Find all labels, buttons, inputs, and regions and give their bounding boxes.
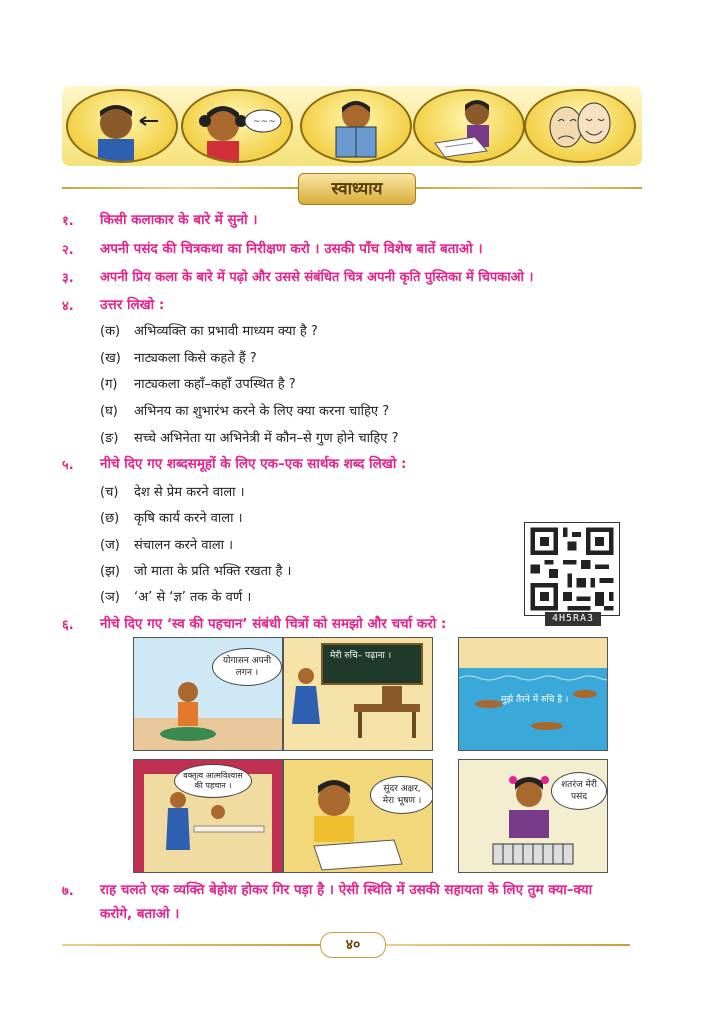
- sub-question-text: जो माता के प्रति भक्ति रखता है ।: [134, 564, 292, 579]
- comic-panel-chess: [458, 759, 608, 873]
- divider-left: [62, 187, 298, 189]
- qr-code[interactable]: [524, 522, 620, 616]
- comic-panel-speech: [133, 759, 283, 873]
- question-number: ५.: [62, 458, 74, 473]
- sub-question: [100, 348, 257, 366]
- sub-question-label: (ग): [100, 377, 118, 392]
- sub-question: [100, 561, 291, 579]
- comic-panel-swimming: [458, 637, 608, 751]
- illustration-writing: [413, 89, 525, 163]
- sub-question-label: (ञ): [100, 590, 120, 605]
- question-number: ४.: [62, 299, 74, 314]
- question-number: २.: [62, 243, 74, 258]
- question-text: अपनी पसंद की चित्रकथा का निरीक्षण करो । उसकी पाँच विशेष बातें बताओ ।: [100, 241, 483, 257]
- sub-question-label: (क): [100, 324, 121, 339]
- sub-question-text: कृषि कार्य करने वाला ।: [134, 511, 243, 526]
- sub-question-text: नाट्यकला कहाँ–कहाँ उपस्थित है ?: [134, 377, 296, 392]
- question-text: राह चलते एक व्यक्ति बेहोश होकर गिर पड़ा है । ऐसी स्थिति में उसकी सहायता के लिए तुम क्या–क्या: [100, 882, 593, 898]
- illustration-theatre-masks: [524, 89, 636, 163]
- page-number: ४०: [320, 932, 386, 958]
- comic-panel-yoga: [133, 637, 283, 751]
- sub-question-label: (घ): [100, 404, 118, 419]
- sub-question-text: संचालन करने वाला ।: [134, 538, 234, 553]
- divider-right: [414, 187, 642, 189]
- sub-question: [100, 374, 296, 392]
- sub-question: [100, 508, 243, 526]
- sub-question-label: (ङ): [100, 431, 119, 446]
- question-text: अपनी प्रिय कला के बारे में पढ़ो और उससे संबंधित चित्र अपनी कृति पुस्तिका में चिपकाओ ।: [100, 270, 534, 285]
- sub-question: [100, 321, 318, 339]
- question-text: नीचे दिए गए ‘स्व की पहचान’ संबंधी चित्रों को समझो और चर्चा करो :: [100, 616, 447, 632]
- sub-question: [100, 482, 245, 500]
- blackboard-text: मेरी रुचि– पढ़ाना ।: [330, 651, 392, 661]
- sub-question-label: (ख): [100, 351, 121, 366]
- question-text: किसी कलाकार के बारे में सुनो ।: [100, 212, 258, 228]
- sub-question-text: अभिव्यक्ति का प्रभावी माध्यम क्या है ?: [134, 324, 318, 339]
- footer-rule-right: [384, 944, 630, 946]
- question-number: ३.: [62, 271, 74, 286]
- speech-bubble: शतरंज मेरी पसंद: [551, 772, 607, 810]
- question-text-continued: करोगे, बताओ ।: [100, 906, 180, 922]
- comic-panel-handwriting: [283, 759, 433, 873]
- sub-question: [100, 587, 251, 605]
- question-number: ६.: [62, 618, 74, 633]
- comic-panel-teaching: [283, 637, 433, 751]
- sub-question: [100, 535, 233, 553]
- footer-rule-left: [62, 944, 320, 946]
- svg-text:~~~: ~~~: [253, 117, 276, 127]
- illustration-speaking: [181, 89, 293, 163]
- speech-bubble: सुंदर अक्षर, मेरा भूषण ।: [370, 776, 433, 814]
- speech-bubble: वक्तृत्व आत्मविश्वास की पहचान ।: [174, 764, 252, 798]
- sub-question-text: देश से प्रेम करने वाला ।: [134, 485, 245, 500]
- question-text: नीचे दिए गए शब्दसमूहों के लिए एक–एक सार्थक शब्द लिखो :: [100, 456, 407, 472]
- speech-bubble: योगासन अपनी लगन ।: [212, 648, 282, 686]
- illustration-listening: [66, 89, 178, 163]
- qr-code-label: 4H5RA3: [545, 612, 601, 626]
- question-number: १.: [62, 214, 74, 229]
- sub-question-text: ‘अ’ से ‘ज्ञ’ तक के वर्ण ।: [134, 590, 252, 605]
- sub-question-text: अभिनय का शुभारंभ करने के लिए क्या करना चाहिए ?: [134, 404, 390, 419]
- section-title: स्वाध्याय: [298, 173, 416, 205]
- sub-question: [100, 428, 398, 446]
- sub-question-text: सच्चे अभिनेता या अभिनेत्री में कौन–से गुण होने चाहिए ?: [134, 431, 399, 446]
- sub-question-label: (छ): [100, 511, 120, 526]
- sub-question-label: (च): [100, 485, 119, 500]
- illustration-reading: [300, 89, 412, 163]
- panel-caption: मुझे तैरने में रुचि है ।: [501, 695, 569, 705]
- question-number: ७.: [62, 884, 74, 899]
- sub-question: [100, 401, 389, 419]
- question-text: उत्तर लिखो :: [100, 297, 165, 313]
- sub-question-text: नाट्यकला किसे कहते हैं ?: [134, 351, 257, 366]
- sub-question-label: (झ): [100, 564, 120, 579]
- sub-question-label: (ज): [100, 538, 120, 553]
